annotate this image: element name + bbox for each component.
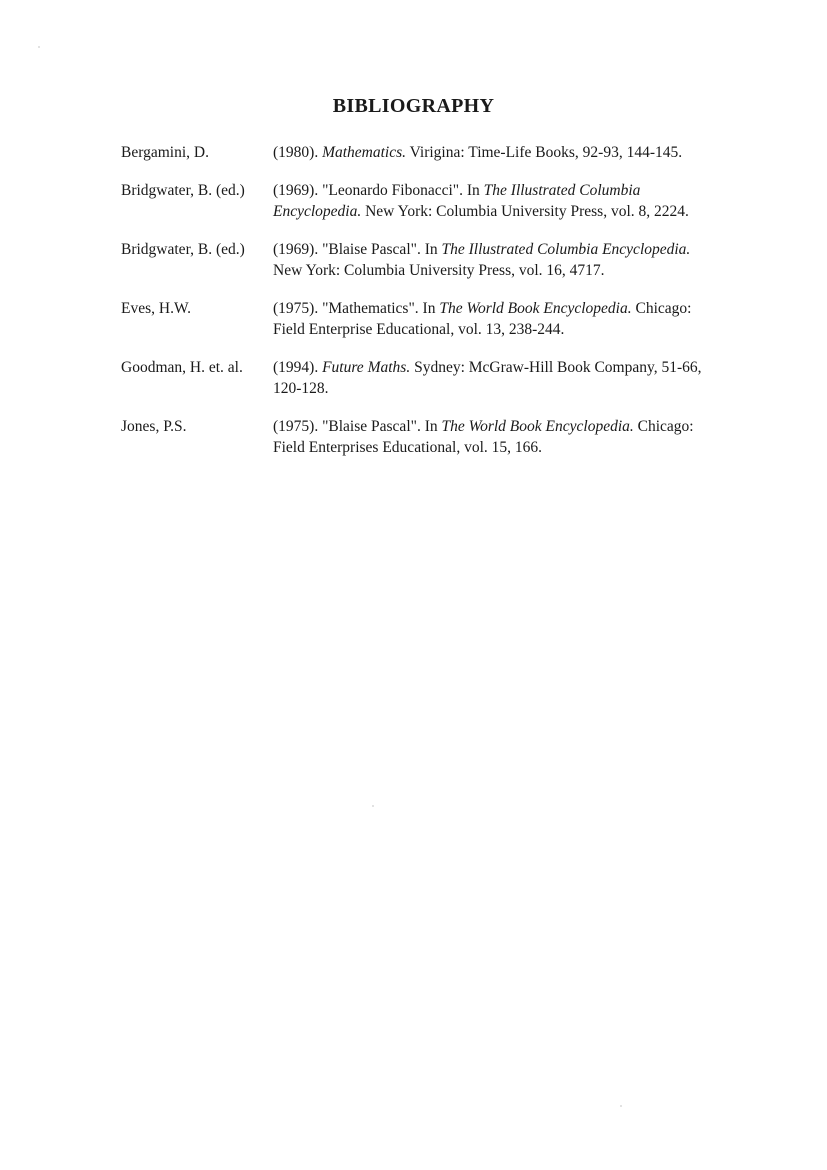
entry-title: Future Maths.: [322, 359, 411, 376]
entry-article: "Blaise Pascal". In: [322, 241, 438, 258]
entry-title: Mathematics.: [322, 144, 407, 161]
entry-author: Goodman, H. et. al.: [121, 359, 243, 376]
entry-publisher: Virigina: Time-Life Books, 92-93, 144-145.: [409, 144, 683, 161]
scan-speck: [372, 805, 374, 807]
entry-citation: [273, 416, 711, 458]
bibliography-entry: [121, 298, 711, 340]
entry-citation: [273, 142, 711, 163]
entry-year: (1994).: [273, 359, 319, 376]
entry-author: Bergamini, D.: [121, 144, 209, 161]
entry-publisher: New York: Columbia University Press, vol. 8, 2224.: [365, 203, 689, 220]
entry-publisher: New York: Columbia University Press, vol. 16, 4717.: [273, 262, 605, 279]
bibliography-list: [121, 142, 711, 475]
entry-title: The Illustrated Columbia Encyclopedia.: [273, 182, 641, 220]
entry-author: Jones, P.S.: [121, 418, 187, 435]
entry-title: The World Book Encyclopedia.: [439, 300, 632, 317]
entry-year: (1975).: [273, 418, 319, 435]
bibliography-entry: [121, 357, 711, 399]
entry-publisher: Chicago: Field Enterprise Educational, vol. 13, 238-244.: [273, 300, 692, 338]
entry-year: (1969).: [273, 241, 319, 258]
scan-speck: [620, 1105, 622, 1107]
scan-speck: [38, 46, 40, 48]
entry-article: "Mathematics". In: [322, 300, 436, 317]
entry-publisher: Sydney: McGraw-Hill Book Company, 51-66, 120-128.: [273, 359, 702, 397]
entry-citation: [273, 298, 711, 340]
bibliography-entry: [121, 239, 711, 281]
entry-title: The Illustrated Columbia Encyclopedia.: [441, 241, 691, 258]
entry-author: Eves, H.W.: [121, 300, 192, 317]
entry-citation: [273, 357, 711, 399]
entry-article: "Leonardo Fibonacci". In: [322, 182, 480, 199]
entry-title: The World Book Encyclopedia.: [441, 418, 634, 435]
entry-year: (1969).: [273, 182, 319, 199]
entry-citation: [273, 180, 711, 222]
entry-year: (1975).: [273, 300, 319, 317]
entry-publisher: Chicago: Field Enterprises Educational, vol. 15, 166.: [273, 418, 694, 456]
bibliography-entry: [121, 142, 711, 163]
entry-author: Bridgwater, B. (ed.): [121, 182, 245, 199]
entry-article: "Blaise Pascal". In: [322, 418, 438, 435]
bibliography-entry: [121, 416, 711, 458]
entry-citation: [273, 239, 711, 281]
entry-year: (1980).: [273, 144, 319, 161]
bibliography-entry: [121, 180, 711, 222]
entry-author: Bridgwater, B. (ed.): [121, 241, 245, 258]
page-title: BIBLIOGRAPHY: [332, 95, 495, 117]
